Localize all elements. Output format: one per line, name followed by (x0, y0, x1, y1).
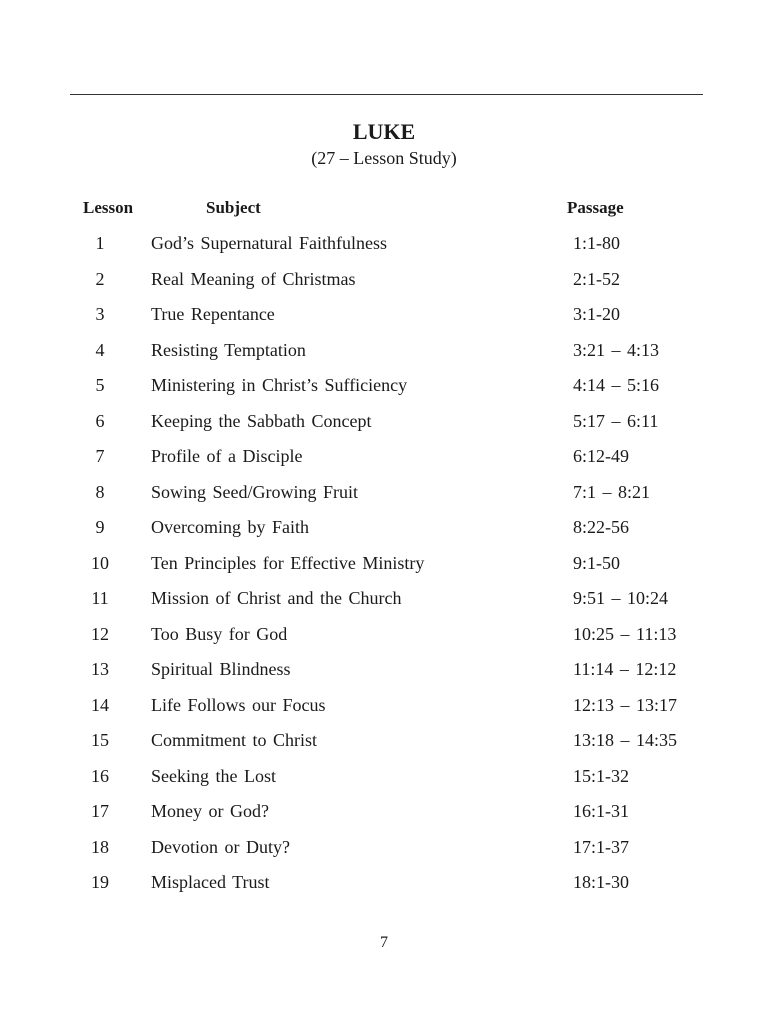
lesson-subject: Overcoming by Faith (151, 517, 309, 537)
lesson-subject: Resisting Temptation (151, 339, 306, 360)
lesson-subject: Commitment to Christ (151, 730, 318, 750)
lesson-subject: Spiritual Blindness (151, 659, 291, 679)
lesson-number: 7 (95, 446, 105, 466)
lesson-row (0, 408, 768, 444)
lesson-passage: 10:25 – 11:13 (573, 623, 677, 644)
header-passage: Passage (567, 198, 624, 217)
lesson-passage: 7:1 – 8:21 (573, 481, 651, 502)
lesson-number: 4 (95, 339, 105, 360)
lesson-number: 16 (91, 765, 109, 786)
top-rule (70, 94, 703, 95)
lesson-row (0, 514, 768, 550)
lesson-subject: God’s Supernatural Faithfulness (151, 233, 387, 253)
lesson-subject: Keeping the Sabbath Concept (151, 410, 372, 431)
lesson-row (0, 479, 768, 515)
lesson-subject: Sowing Seed/Growing Fruit (151, 481, 359, 502)
lesson-number: 19 (91, 872, 109, 892)
lesson-number: 9 (95, 517, 105, 537)
lesson-passage: 5:17 – 6:11 (573, 410, 659, 431)
page-title: LUKE (352, 119, 416, 144)
lesson-row (0, 301, 768, 337)
lesson-row (0, 692, 768, 728)
lesson-subject: Misplaced Trust (151, 872, 270, 892)
lesson-row (0, 834, 768, 870)
lesson-number: 14 (91, 694, 109, 715)
lesson-row (0, 266, 768, 302)
lesson-number: 18 (91, 836, 109, 857)
lesson-subject: Money or God? (151, 801, 269, 821)
lesson-number: 13 (91, 659, 109, 679)
lesson-subject: Life Follows our Focus (151, 694, 326, 715)
lesson-number: 5 (95, 375, 105, 395)
lesson-table (0, 230, 768, 905)
lesson-row (0, 443, 768, 479)
lesson-passage: 11:14 – 12:12 (573, 659, 677, 679)
lesson-row (0, 230, 768, 266)
lesson-number: 2 (95, 268, 105, 289)
lesson-subject: Profile of a Disciple (151, 446, 303, 466)
lesson-number: 3 (95, 304, 105, 324)
lesson-row (0, 656, 768, 692)
lesson-number: 17 (91, 801, 109, 821)
lesson-passage: 3:1-20 (573, 304, 620, 324)
lesson-row (0, 869, 768, 905)
lesson-passage: 3:21 – 4:13 (573, 339, 660, 360)
lesson-row (0, 585, 768, 621)
lesson-passage: 18:1-30 (573, 872, 629, 892)
lesson-subject: Real Meaning of Christmas (151, 268, 356, 289)
lesson-subject: Seeking the Lost (151, 765, 276, 786)
lesson-number: 10 (91, 552, 109, 573)
lesson-number: 11 (91, 588, 109, 608)
lesson-passage: 17:1-37 (573, 836, 629, 857)
lesson-number: 15 (91, 730, 109, 750)
page-number: 7 (380, 934, 388, 951)
lesson-row (0, 621, 768, 657)
lesson-passage: 13:18 – 14:35 (573, 730, 678, 750)
lesson-passage: 9:1-50 (573, 552, 620, 573)
lesson-row (0, 337, 768, 373)
lesson-row (0, 798, 768, 834)
page-subtitle: (27 – Lesson Study) (311, 148, 457, 168)
lesson-passage: 15:1-32 (573, 765, 629, 786)
lesson-row (0, 372, 768, 408)
header-lesson: Lesson (83, 198, 134, 217)
lesson-subject: Too Busy for God (151, 623, 288, 644)
lesson-subject: Ten Principles for Effective Ministry (151, 552, 425, 573)
lesson-subject: Ministering in Christ’s Sufficiency (151, 375, 408, 395)
lesson-row (0, 550, 768, 586)
lesson-passage: 1:1-80 (573, 233, 620, 253)
header-subject: Subject (206, 198, 261, 217)
lesson-passage: 12:13 – 13:17 (573, 694, 678, 715)
lesson-passage: 16:1-31 (573, 801, 629, 821)
lesson-passage: 6:12-49 (573, 446, 629, 466)
lesson-subject: True Repentance (151, 304, 275, 324)
lesson-passage: 8:22-56 (573, 517, 629, 537)
lesson-number: 1 (95, 233, 105, 253)
lesson-passage: 4:14 – 5:16 (573, 375, 660, 395)
lesson-passage: 9:51 – 10:24 (573, 588, 669, 608)
lesson-subject: Mission of Christ and the Church (151, 588, 402, 608)
lesson-row (0, 727, 768, 763)
lesson-number: 6 (95, 410, 105, 431)
lesson-number: 8 (95, 481, 105, 502)
lesson-passage: 2:1-52 (573, 268, 620, 289)
lesson-subject: Devotion or Duty? (151, 836, 290, 857)
lesson-number: 12 (91, 623, 109, 644)
lesson-row (0, 763, 768, 799)
